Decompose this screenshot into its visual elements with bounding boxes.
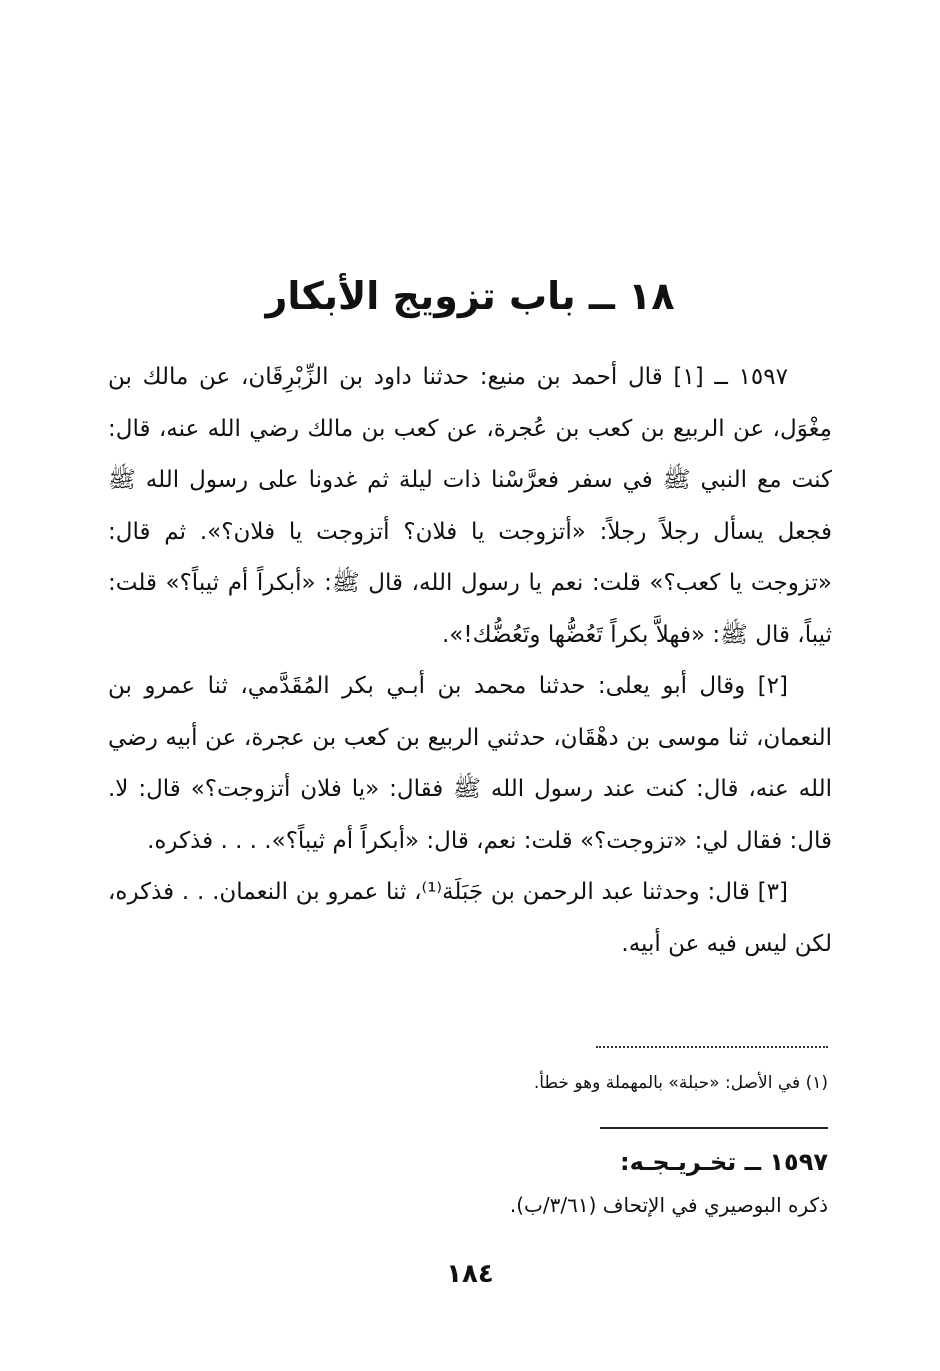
takhrij-heading: ١٥٩٧ ــ تخـريـجـه: [619, 1148, 828, 1176]
hadith-paragraph-3: [٣] قال: وحدثنا عبد الرحمن بن جَبَلَة⁽¹⁾، ثنا عمرو بن النعمان. . . فذكره، لكن ليس فيه عن أبيه. [108, 879, 832, 957]
takhrij-separator [600, 1127, 828, 1129]
hadith-paragraph-2: [٢] وقال أبو يعلى: حدثنا محمد بن أبـي بكر المُقَدَّمي، ثنا عمرو بن النعمان، ثنا موسى بن دهْقَان، حدثني الربيع بن كعب بن عجرة، عن أبيه رضي الله عنه، قال: كنت عند رسول الله ﷺ فقال: «يا فلان أتزوجت؟» قال: لا. قال: فقال لي: «تزوجت؟» قلت: نعم، قال: «أبكراً أم ثيباً؟». . . . فذكره. [108, 673, 832, 854]
page-number: ١٨٤ [446, 1259, 494, 1289]
chapter-title: ١٨ ــ باب تزويج الأبكار [265, 274, 675, 318]
footnote: (١) في الأصل: «حبلة» بالمهملة وهو خطأ. [533, 1073, 828, 1093]
footnote-separator [596, 1046, 828, 1048]
takhrij-text: ذكره البوصيري في الإتحاف (٣/٦١/ب). [509, 1193, 828, 1217]
hadith-body [108, 352, 832, 970]
hadith-paragraph-1: ١٥٩٧ ــ [١] قال أحمد بن منيع: حدثنا داود بن الزِّبْرِقَان، عن مالك بن مِغْوَل، عن الربيع بن كعب بن عُجرة، عن كعب بن مالك رضي الله عنه، قال: كنت مع النبي ﷺ في سفر فعرَّسْنا ذات ليلة ثم غدونا على رسول الله ﷺ فجعل يسأل رجلاً رجلاً: «أتزوجت يا فلان؟ أتزوجت يا فلان؟». ثم قال: «تزوجت يا كعب؟» قلت: نعم يا رسول الله، قال ﷺ: «أبكراً أم ثيباً؟» قلت: ثيباً، قال ﷺ: «فهلاَّ بكراً تَعُضُّها وتَعُضُّك!». [108, 364, 832, 648]
